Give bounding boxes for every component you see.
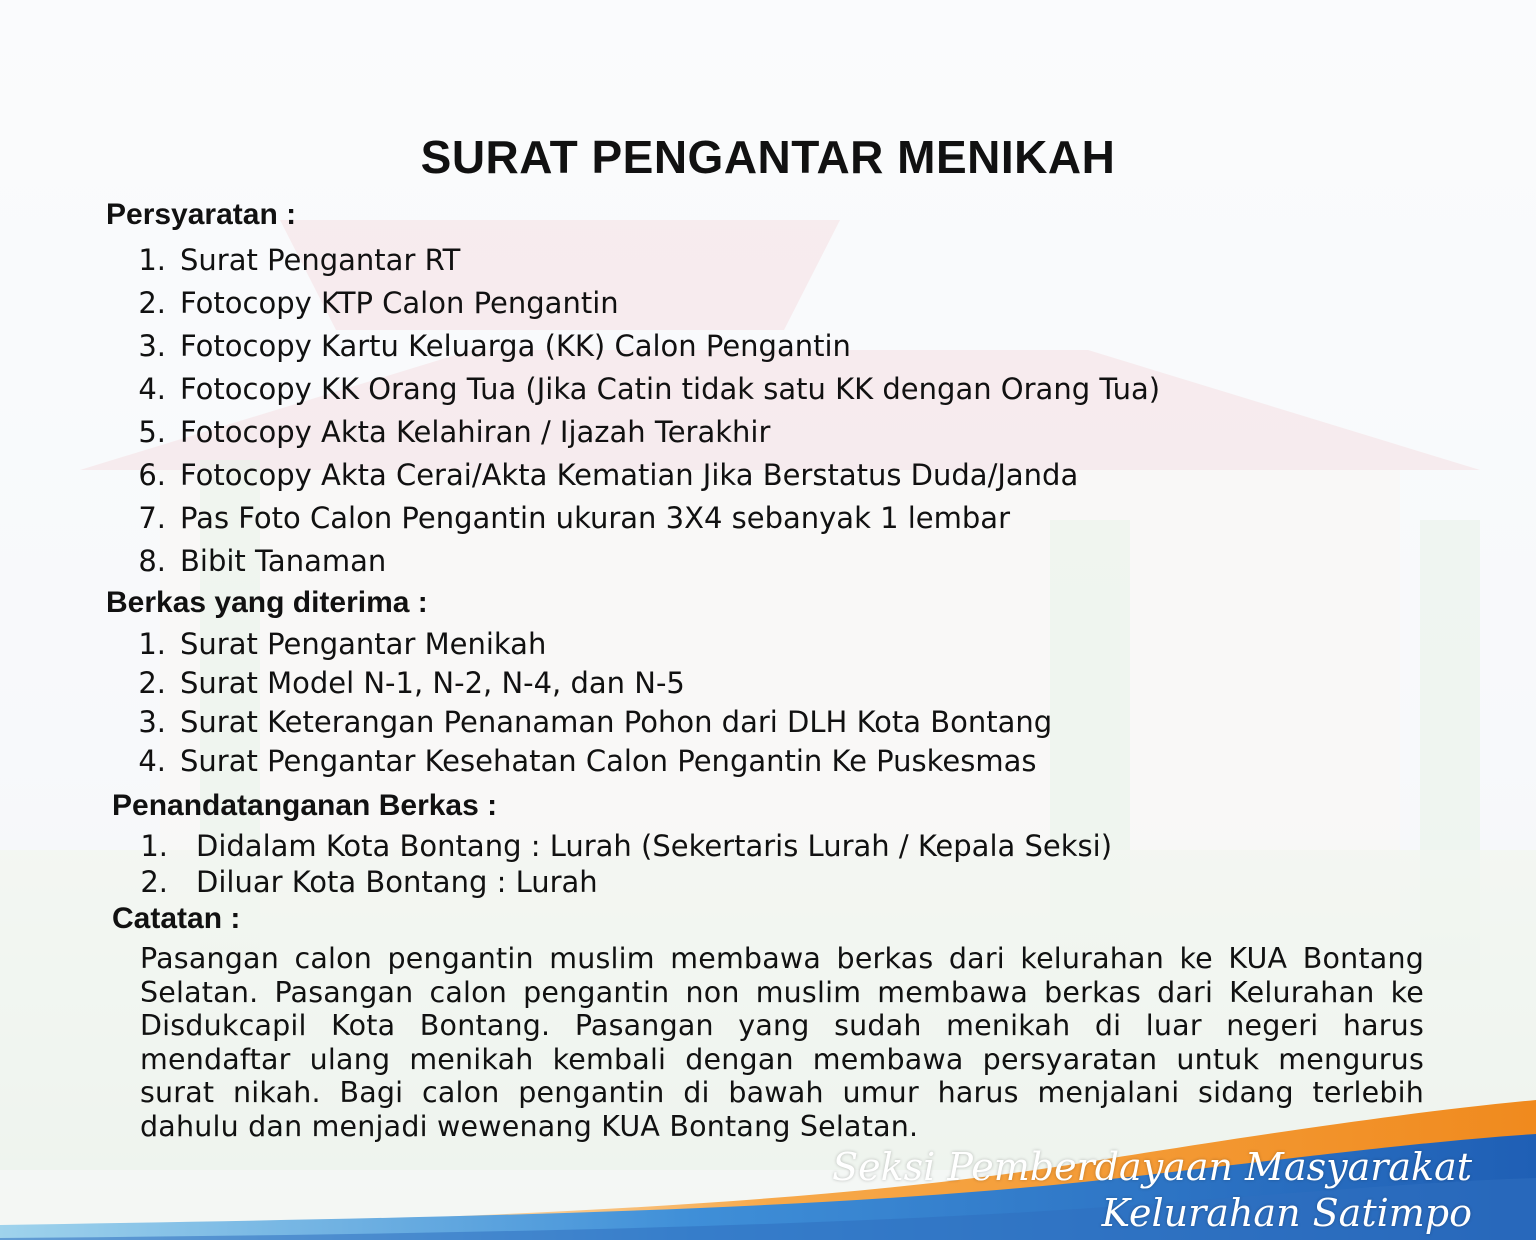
berkas-heading: Berkas yang diterima : xyxy=(106,586,428,619)
list-item: 5. Fotocopy Akta Kelahiran / Ijazah Terakhir xyxy=(138,415,771,449)
page-title: SURAT PENGANTAR MENIKAH xyxy=(420,131,1116,183)
berkas-list xyxy=(136,625,1052,781)
list-item: 8. Bibit Tanaman xyxy=(138,544,387,578)
list-item: 1. Surat Pengantar RT xyxy=(138,243,461,277)
penandatanganan-list xyxy=(140,828,1112,900)
persyaratan-list xyxy=(136,239,1160,583)
list-item: 3. Surat Keterangan Penanaman Pohon dari DLH Kota Bontang xyxy=(138,705,1053,739)
catatan-heading: Catatan : xyxy=(112,902,241,935)
list-item: 6. Fotocopy Akta Cerai/Akta Kematian Jika Berstatus Duda/Janda xyxy=(138,458,1079,492)
penandatanganan-heading: Penandatanganan Berkas : xyxy=(112,789,498,822)
persyaratan-heading: Persyaratan : xyxy=(106,198,297,231)
list-item: 3. Fotocopy Kartu Keluarga (KK) Calon Pengantin xyxy=(138,329,851,363)
list-item: 2. Fotocopy KTP Calon Pengantin xyxy=(138,286,619,320)
footer-signature xyxy=(832,1144,1472,1236)
list-item: 2. Surat Model N-1, N-2, N-4, dan N-5 xyxy=(138,666,685,700)
list-item: 4. Surat Pengantar Kesehatan Calon Pengantin Ke Puskesmas xyxy=(138,744,1037,778)
catatan-text: Pasangan calon pengantin muslim membawa berkas dari kelurahan ke KUA Bontang Selatan. Pasangan calon pengantin non muslim membawa berkas dari Kelurahan ke Disdukcapil Kota Bontang. Pasangan yang sudah menikah di luar negeri harus mendaftar ulang menikah kembali dengan membawa persyaratan untuk mengurus surat nikah. Bagi calon pengantin di bawah umur harus menjalani sidang terlebih dahulu dan menjadi wewenang KUA Bontang Selatan. xyxy=(140,942,1424,1143)
list-item: 4. Fotocopy KK Orang Tua (Jika Catin tidak satu KK dengan Orang Tua) xyxy=(138,372,1161,406)
footer-line-1: Seksi Pemberdayaan Masyarakat xyxy=(832,1145,1472,1189)
list-item: 2. Diluar Kota Bontang : Lurah xyxy=(140,865,598,899)
footer-line-2: Kelurahan Satimpo xyxy=(1101,1191,1472,1235)
list-item: 7. Pas Foto Calon Pengantin ukuran 3X4 sebanyak 1 lembar xyxy=(138,501,1010,535)
list-item: 1. Didalam Kota Bontang : Lurah (Sekertaris Lurah / Kepala Seksi) xyxy=(140,829,1113,863)
list-item: 1. Surat Pengantar Menikah xyxy=(138,627,547,661)
